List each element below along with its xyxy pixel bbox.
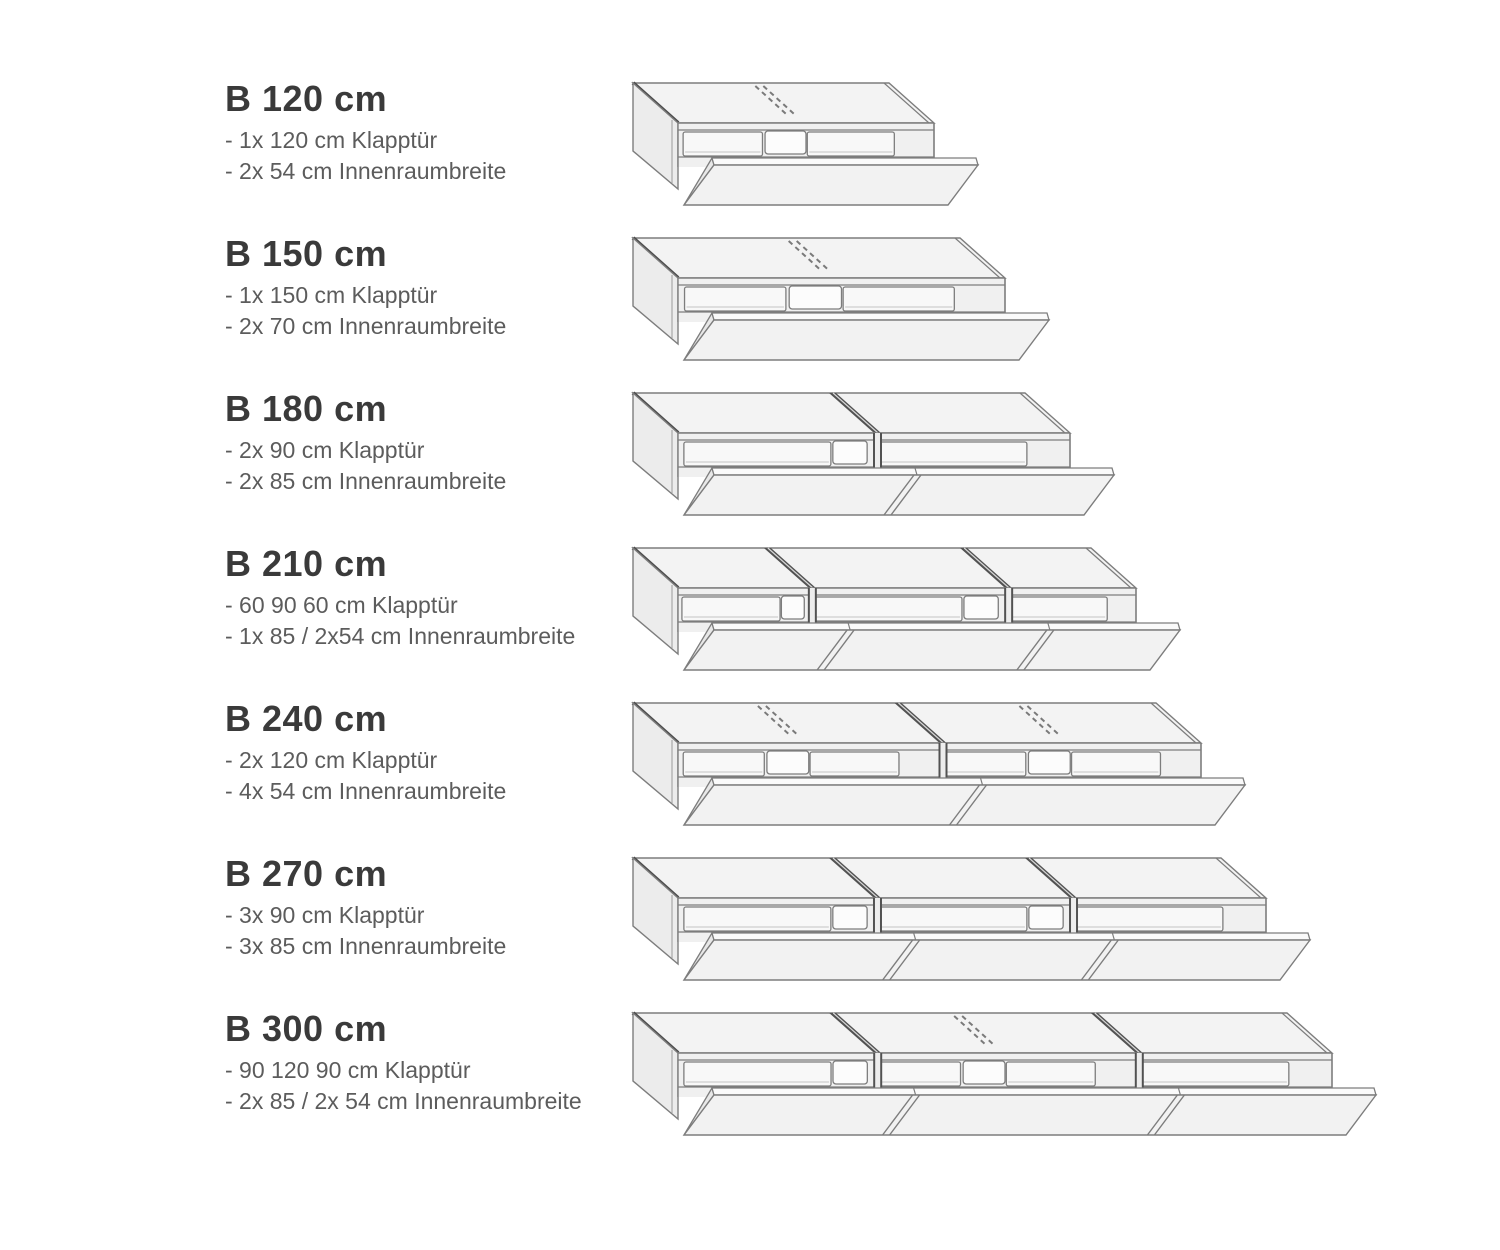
top-face: [633, 83, 934, 123]
variant-feature-line: - 1x 150 cm Klapptür: [225, 282, 438, 308]
variant-feature-line: - 2x 54 cm Innenraumbreite: [225, 158, 507, 184]
variant-title: B 120 cm: [225, 78, 388, 119]
flap-top-edge: [712, 778, 1245, 785]
front-divider: [1005, 588, 1012, 625]
front-divider: [874, 1053, 881, 1090]
variant-text: [225, 1008, 645, 1117]
interior-divider-block: [765, 131, 806, 154]
top-face: [633, 393, 1070, 433]
cabinet-diagram-b-240-cm: [625, 693, 1258, 833]
flap-top-edge: [712, 623, 1180, 630]
flap-top-edge: [712, 933, 1310, 940]
front-divider: [940, 743, 947, 780]
front-divider: [874, 898, 881, 935]
variant-title: B 240 cm: [225, 698, 388, 739]
variant-text: [225, 698, 645, 807]
variant-features: [225, 590, 645, 652]
flap-door-open: [684, 778, 1245, 825]
variant-features: [225, 125, 645, 187]
variant-text: [225, 388, 645, 497]
flap-top-edge: [712, 158, 978, 165]
flap-door-open: [684, 623, 1180, 670]
interior-divider-block: [833, 1061, 867, 1084]
variant-feature-line: - 1x 120 cm Klapptür: [225, 127, 438, 153]
size-variant-row-b-210-cm: [0, 543, 1500, 698]
variant-features: [225, 435, 645, 497]
variant-title: B 270 cm: [225, 853, 388, 894]
cabinet-diagram-b-210-cm: [625, 538, 1193, 678]
top-face: [633, 858, 1266, 898]
size-variant-row-b-270-cm: [0, 853, 1500, 1008]
interior-divider-block: [964, 596, 998, 619]
cabinet-diagram-b-180-cm: [625, 383, 1127, 523]
variant-features: [225, 745, 645, 807]
size-variant-row-b-180-cm: [0, 388, 1500, 543]
variant-features: [225, 900, 645, 962]
front-divider: [809, 588, 816, 625]
variant-text: [225, 853, 645, 962]
top-face: [633, 1013, 1332, 1053]
flap-front: [684, 320, 1049, 360]
variant-feature-line: - 3x 85 cm Innenraumbreite: [225, 933, 507, 959]
flap-front: [684, 165, 978, 205]
flap-top-edge: [712, 1088, 1376, 1095]
interior-divider-block: [789, 286, 841, 309]
flap-top-edge: [712, 313, 1049, 320]
variant-features: [225, 1055, 645, 1117]
variant-text: [225, 233, 645, 342]
cabinet-diagram-b-120-cm: [625, 73, 991, 213]
cabinet-diagram-b-300-cm: [625, 1003, 1389, 1143]
top-face: [633, 548, 1136, 588]
flap-door-open: [684, 468, 1114, 515]
flap-door-open: [684, 933, 1310, 980]
variant-feature-line: - 1x 85 / 2x54 cm Innenraumbreite: [225, 623, 576, 649]
variant-feature-line: - 4x 54 cm Innenraumbreite: [225, 778, 507, 804]
interior-divider-block: [767, 751, 809, 774]
top-face: [633, 238, 1005, 278]
size-variant-row-b-300-cm: [0, 1008, 1500, 1163]
interior-divider-block: [833, 441, 867, 464]
variant-feature-line: - 2x 85 cm Innenraumbreite: [225, 468, 507, 494]
front-divider: [1136, 1053, 1143, 1090]
variant-title: B 150 cm: [225, 233, 388, 274]
variant-feature-line: - 2x 85 / 2x 54 cm Innenraumbreite: [225, 1088, 582, 1114]
interior-divider-block: [1029, 906, 1063, 929]
variant-feature-line: - 90 120 90 cm Klapptür: [225, 1057, 471, 1083]
variant-text: [225, 543, 645, 652]
flap-door-open: [684, 313, 1049, 360]
flap-top-edge: [712, 468, 1114, 475]
variant-title: B 300 cm: [225, 1008, 388, 1049]
variant-text: [225, 78, 645, 187]
size-variant-row-b-240-cm: [0, 698, 1500, 853]
size-variant-row-b-120-cm: [0, 78, 1500, 233]
front-divider: [874, 433, 881, 470]
flap-door-open: [684, 158, 978, 205]
variant-feature-line: - 2x 70 cm Innenraumbreite: [225, 313, 507, 339]
variant-feature-line: - 2x 90 cm Klapptür: [225, 437, 425, 463]
cabinet-diagram-b-150-cm: [625, 228, 1062, 368]
flap-front: [684, 940, 1310, 980]
variant-title: B 180 cm: [225, 388, 388, 429]
interior-divider-block: [963, 1061, 1005, 1084]
variant-feature-line: - 60 90 60 cm Klapptür: [225, 592, 458, 618]
variant-feature-line: - 2x 120 cm Klapptür: [225, 747, 438, 773]
flap-front: [684, 630, 1180, 670]
top-face: [633, 703, 1201, 743]
cabinet-diagram-b-270-cm: [625, 848, 1323, 988]
flap-door-open: [684, 1088, 1376, 1135]
variant-features: [225, 280, 645, 342]
interior-divider-block: [1028, 751, 1070, 774]
flap-front: [684, 1095, 1376, 1135]
front-divider: [1070, 898, 1077, 935]
variant-feature-line: - 3x 90 cm Klapptür: [225, 902, 425, 928]
interior-divider-block: [833, 906, 867, 929]
interior-divider-block: [781, 596, 804, 619]
variant-title: B 210 cm: [225, 543, 388, 584]
size-variant-row-b-150-cm: [0, 233, 1500, 388]
